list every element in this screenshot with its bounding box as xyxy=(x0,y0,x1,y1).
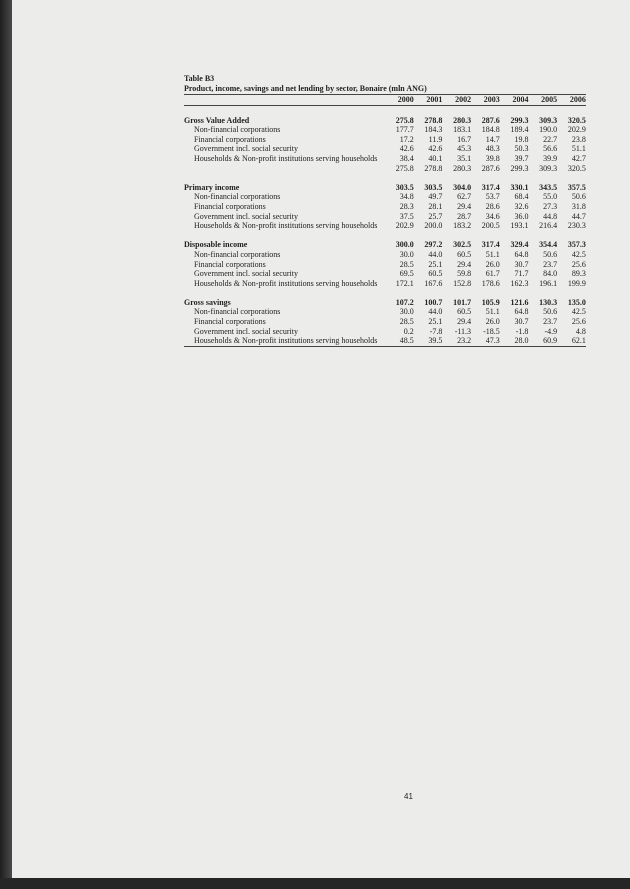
cell-value: 317.4 xyxy=(481,182,500,192)
cell-value: 152.8 xyxy=(453,278,472,288)
cell-value: 287.6 xyxy=(481,115,500,125)
cell-value: 172.1 xyxy=(395,278,414,288)
row-label: Government incl. social security xyxy=(194,326,298,336)
cell-value: 25.1 xyxy=(428,259,443,269)
table-row xyxy=(184,192,586,202)
row-label: Non-financial corporations xyxy=(194,307,281,317)
cell-value: 320.5 xyxy=(567,115,586,125)
cell-value: 42.7 xyxy=(571,153,586,163)
cell-value: 28.6 xyxy=(485,201,500,211)
cell-value: 25.6 xyxy=(571,259,586,269)
cell-value: 167.6 xyxy=(424,278,443,288)
cell-value: 50.6 xyxy=(571,192,586,202)
cell-value: 68.4 xyxy=(514,192,529,202)
row-label: Households & Non-profit institutions serving households xyxy=(194,336,378,346)
cell-value: 60.9 xyxy=(543,336,558,346)
cell-value: 278.8 xyxy=(424,163,443,173)
section-row xyxy=(184,240,586,250)
spacer xyxy=(184,288,586,298)
cell-value: 89.3 xyxy=(571,269,586,279)
cell-value: 38.4 xyxy=(399,153,414,163)
cell-value: 51.1 xyxy=(485,307,500,317)
cell-value: 29.4 xyxy=(457,317,472,327)
cell-value: -1.8 xyxy=(515,326,529,336)
cell-value: 29.4 xyxy=(457,201,472,211)
table-row xyxy=(184,144,586,154)
cell-value: 183.2 xyxy=(453,221,472,231)
cell-value: 50.6 xyxy=(543,249,558,259)
section-row xyxy=(184,298,586,308)
cell-value: 62.1 xyxy=(571,336,586,346)
row-label: Government incl. social security xyxy=(194,269,298,279)
cell-value: 34.6 xyxy=(485,211,500,221)
page-number: 41 xyxy=(404,792,413,801)
cell-value: 36.0 xyxy=(514,211,529,221)
cell-value: 189.4 xyxy=(510,125,529,135)
cell-value: 56.6 xyxy=(543,144,558,154)
cell-value: 44.0 xyxy=(428,307,443,317)
cell-value: 23.2 xyxy=(457,336,472,346)
document-page xyxy=(12,0,630,878)
cell-value: 193.1 xyxy=(510,221,529,231)
cell-value: 19.8 xyxy=(514,134,529,144)
cell-value: 16.7 xyxy=(457,134,472,144)
section-row xyxy=(184,183,586,193)
section-heading: Gross savings xyxy=(184,297,231,307)
cell-value: 64.8 xyxy=(514,307,529,317)
cell-value: 30.7 xyxy=(514,259,529,269)
cell-value: 44.0 xyxy=(428,249,443,259)
cell-value: 309.3 xyxy=(539,163,558,173)
cell-value: 40.1 xyxy=(428,153,443,163)
cell-value: 25.7 xyxy=(428,211,443,221)
cell-value: 25.1 xyxy=(428,317,443,327)
spacer xyxy=(184,231,586,241)
cell-value: 30.0 xyxy=(399,307,414,317)
cell-value: 47.3 xyxy=(485,336,500,346)
cell-value: 42.6 xyxy=(428,144,443,154)
cell-value: 27.3 xyxy=(543,201,558,211)
cell-value: 62.7 xyxy=(457,192,472,202)
cell-value: 199.9 xyxy=(567,278,586,288)
table-row xyxy=(184,212,586,222)
cell-value: 31.8 xyxy=(571,201,586,211)
cell-value: 23.7 xyxy=(543,317,558,327)
cell-value: 0.2 xyxy=(403,326,414,336)
cell-value: 42.5 xyxy=(571,307,586,317)
cell-value: -18.5 xyxy=(483,326,500,336)
cell-value: 29.4 xyxy=(457,259,472,269)
cell-value: 37.5 xyxy=(399,211,414,221)
cell-value: 84.0 xyxy=(543,269,558,279)
cell-value: 183.1 xyxy=(453,125,472,135)
year-header: 2004 xyxy=(512,95,529,104)
cell-value: 61.7 xyxy=(485,269,500,279)
table-row xyxy=(184,154,586,164)
cell-value: 357.5 xyxy=(567,182,586,192)
cell-value: 300.0 xyxy=(395,240,414,250)
year-header: 2001 xyxy=(426,95,443,104)
cell-value: 202.9 xyxy=(567,125,586,135)
table-row xyxy=(184,125,586,135)
cell-value: 50.6 xyxy=(543,307,558,317)
cell-value: -11.3 xyxy=(454,326,472,336)
row-label: Households & Non-profit institutions serving households xyxy=(194,153,378,163)
spacer xyxy=(184,173,586,183)
section-heading: Disposable income xyxy=(184,240,248,250)
row-label: Financial corporations xyxy=(194,201,266,211)
cell-value: 299.3 xyxy=(510,115,529,125)
row-label xyxy=(184,164,385,174)
table-row xyxy=(184,202,586,212)
table-row xyxy=(184,269,586,279)
cell-value: 28.7 xyxy=(457,211,472,221)
cell-value: 51.1 xyxy=(485,249,500,259)
cell-value: 304.0 xyxy=(453,182,472,192)
cell-value: 59.8 xyxy=(457,269,472,279)
cell-value: 105.9 xyxy=(481,297,500,307)
cell-value: 45.3 xyxy=(457,144,472,154)
table-row xyxy=(184,135,586,145)
cell-value: 22.7 xyxy=(543,134,558,144)
cell-value: 30.7 xyxy=(514,317,529,327)
table-row xyxy=(184,250,586,260)
row-label: Financial corporations xyxy=(194,259,266,269)
cell-value: 39.7 xyxy=(514,153,529,163)
cell-value: 162.3 xyxy=(510,278,529,288)
cell-value: 60.5 xyxy=(457,307,472,317)
cell-value: 287.6 xyxy=(481,163,500,173)
cell-value: 190.0 xyxy=(539,125,558,135)
cell-value: 53.7 xyxy=(485,192,500,202)
cell-value: 28.0 xyxy=(514,336,529,346)
scan-edge-left xyxy=(0,0,12,889)
cell-value: 178.6 xyxy=(481,278,500,288)
cell-value: -7.8 xyxy=(429,326,443,336)
cell-value: 55.0 xyxy=(543,192,558,202)
cell-value: 303.5 xyxy=(424,182,443,192)
row-label: Non-financial corporations xyxy=(194,249,281,259)
cell-value: 302.5 xyxy=(453,240,472,250)
cell-value: 303.5 xyxy=(395,182,414,192)
cell-value: 202.9 xyxy=(395,221,414,231)
cell-value: 35.1 xyxy=(457,153,472,163)
cell-value: 28.5 xyxy=(399,317,414,327)
cell-value: 23.8 xyxy=(571,134,586,144)
year-header: 2000 xyxy=(397,95,414,104)
scan-edge-bottom xyxy=(0,878,630,889)
cell-value: 60.5 xyxy=(457,249,472,259)
year-header: 2006 xyxy=(569,95,586,104)
cell-value: 4.8 xyxy=(575,326,586,336)
cell-value: 39.5 xyxy=(428,336,443,346)
cell-value: 299.3 xyxy=(510,163,529,173)
cell-value: 30.0 xyxy=(399,249,414,259)
year-header: 2002 xyxy=(455,95,472,104)
cell-value: 121.6 xyxy=(510,297,529,307)
cell-value: 216.4 xyxy=(539,221,558,231)
cell-value: 357.3 xyxy=(567,240,586,250)
row-label: Financial corporations xyxy=(194,134,266,144)
table-row xyxy=(184,327,586,337)
table-row xyxy=(184,317,586,327)
cell-value: 354.4 xyxy=(539,240,558,250)
cell-value: 14.7 xyxy=(485,134,500,144)
cell-value: 278.8 xyxy=(424,115,443,125)
table-id: Table B3 xyxy=(184,74,215,83)
cell-value: 100.7 xyxy=(424,297,443,307)
table-header-row xyxy=(184,95,586,106)
row-label: Government incl. social security xyxy=(194,144,298,154)
cell-value: 184.3 xyxy=(424,125,443,135)
table-row xyxy=(184,260,586,270)
table-row xyxy=(184,164,586,174)
table-row xyxy=(184,336,586,347)
cell-value: 50.3 xyxy=(514,144,529,154)
cell-value: 107.2 xyxy=(395,297,414,307)
cell-value: 309.3 xyxy=(539,115,558,125)
row-label: Households & Non-profit institutions serving households xyxy=(194,221,378,231)
cell-value: 64.8 xyxy=(514,249,529,259)
cell-value: 330.1 xyxy=(510,182,529,192)
section-heading: Primary income xyxy=(184,182,240,192)
cell-value: 26.0 xyxy=(485,259,500,269)
cell-value: 275.8 xyxy=(395,115,414,125)
cell-value: 280.3 xyxy=(453,163,472,173)
cell-value: 177.7 xyxy=(395,125,414,135)
row-label: Non-financial corporations xyxy=(194,192,281,202)
cell-value: 17.2 xyxy=(399,134,414,144)
cell-value: 49.7 xyxy=(428,192,443,202)
data-table xyxy=(184,74,586,347)
row-label: Financial corporations xyxy=(194,317,266,327)
cell-value: 71.7 xyxy=(514,269,529,279)
cell-value: 28.3 xyxy=(399,201,414,211)
table-row xyxy=(184,279,586,289)
section-row xyxy=(184,116,586,126)
cell-value: 44.7 xyxy=(571,211,586,221)
cell-value: 275.8 xyxy=(395,163,414,173)
cell-value: 343.5 xyxy=(539,182,558,192)
cell-value: 184.8 xyxy=(481,125,500,135)
cell-value: 28.1 xyxy=(428,201,443,211)
cell-value: 200.0 xyxy=(424,221,443,231)
cell-value: 42.6 xyxy=(399,144,414,154)
table-row xyxy=(184,307,586,317)
cell-value: 11.9 xyxy=(428,134,443,144)
year-header: 2005 xyxy=(541,95,558,104)
cell-value: 297.2 xyxy=(424,240,443,250)
cell-value: 130.3 xyxy=(539,297,558,307)
cell-value: 329.4 xyxy=(510,240,529,250)
cell-value: 23.7 xyxy=(543,259,558,269)
cell-value: 101.7 xyxy=(453,297,472,307)
cell-value: 230.3 xyxy=(567,221,586,231)
cell-value: 200.5 xyxy=(481,221,500,231)
row-label: Households & Non-profit institutions serving households xyxy=(194,278,378,288)
cell-value: 48.3 xyxy=(485,144,500,154)
cell-value: 196.1 xyxy=(539,278,558,288)
cell-value: 25.6 xyxy=(571,317,586,327)
cell-value: 44.8 xyxy=(543,211,558,221)
cell-value: 317.4 xyxy=(481,240,500,250)
spacer xyxy=(184,106,586,116)
cell-value: 39.9 xyxy=(543,153,558,163)
row-label: Government incl. social security xyxy=(194,211,298,221)
cell-value: 28.5 xyxy=(399,259,414,269)
cell-value: 48.5 xyxy=(399,336,414,346)
cell-value: 42.5 xyxy=(571,249,586,259)
cell-value: 51.1 xyxy=(571,144,586,154)
cell-value: 60.5 xyxy=(428,269,443,279)
cell-value: 320.5 xyxy=(567,163,586,173)
cell-value: 39.8 xyxy=(485,153,500,163)
cell-value: 26.0 xyxy=(485,317,500,327)
table-title: Product, income, savings and net lending by sector, Bonaire (mln ANG) xyxy=(184,84,586,95)
section-heading: Gross Value Added xyxy=(184,115,250,125)
cell-value: 34.8 xyxy=(399,192,414,202)
cell-value: 280.3 xyxy=(453,115,472,125)
year-header: 2003 xyxy=(483,95,500,104)
table-row xyxy=(184,221,586,231)
row-label: Non-financial corporations xyxy=(194,125,281,135)
cell-value: 135.0 xyxy=(567,297,586,307)
cell-value: -4.9 xyxy=(544,326,558,336)
cell-value: 69.5 xyxy=(399,269,414,279)
cell-value: 32.6 xyxy=(514,201,529,211)
